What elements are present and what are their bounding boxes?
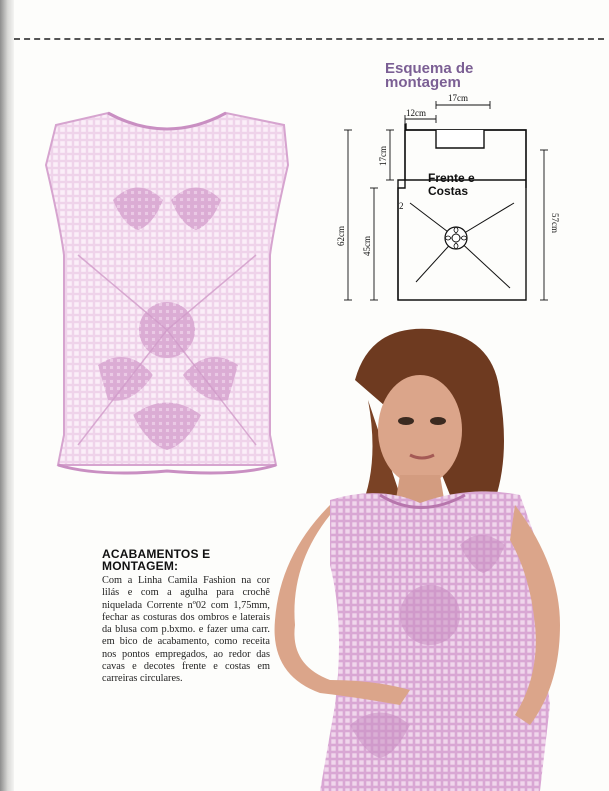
top-dashed-rule — [14, 38, 604, 40]
measure-body-height: 45cm — [362, 236, 372, 256]
panel-label-line1: Frente e — [428, 171, 475, 185]
measure-total-height: 62cm — [336, 226, 346, 246]
panel-label — [428, 172, 498, 198]
finishing-body: Com a Linha Camila Fashion na cor lilás e com a agulha para crochê niquelada Corrente nº02 com 1,75mm, fechar as costuras dos ombros e laterais da blusa com p.bxmo. e fazer uma carr. em bico de acabamento, como receita nos pontos empregados, ao redor das cavas e decotes frente e costas em carreiras circulares. — [102, 575, 270, 685]
finishing-heading — [102, 548, 270, 572]
page-binding-edge — [0, 0, 14, 791]
flower-motif-icon — [445, 227, 467, 249]
pattern-outline — [398, 124, 526, 300]
measure-top-width: 17cm — [448, 93, 468, 103]
assembly-diagram — [330, 88, 560, 308]
finishing-heading-line1: ACABAMENTOS E — [102, 547, 211, 561]
corner-marker: 2 — [399, 201, 404, 211]
panel-label-line2: Costas — [428, 184, 469, 198]
measure-neck-depth: 17cm — [378, 146, 388, 166]
garment-photo — [38, 105, 296, 495]
model-photo — [260, 325, 590, 791]
diagram-title-line2: montagem — [385, 74, 461, 91]
diagram-title — [385, 62, 473, 90]
diagram-title-line1: Esquema de — [385, 60, 474, 77]
measure-neck-width: 12cm — [406, 108, 426, 118]
finishing-section — [102, 548, 270, 686]
finishing-heading-line2: MONTAGEM: — [102, 559, 179, 573]
measure-right-height: 57cm — [550, 213, 560, 233]
neck-cutout — [436, 130, 484, 148]
